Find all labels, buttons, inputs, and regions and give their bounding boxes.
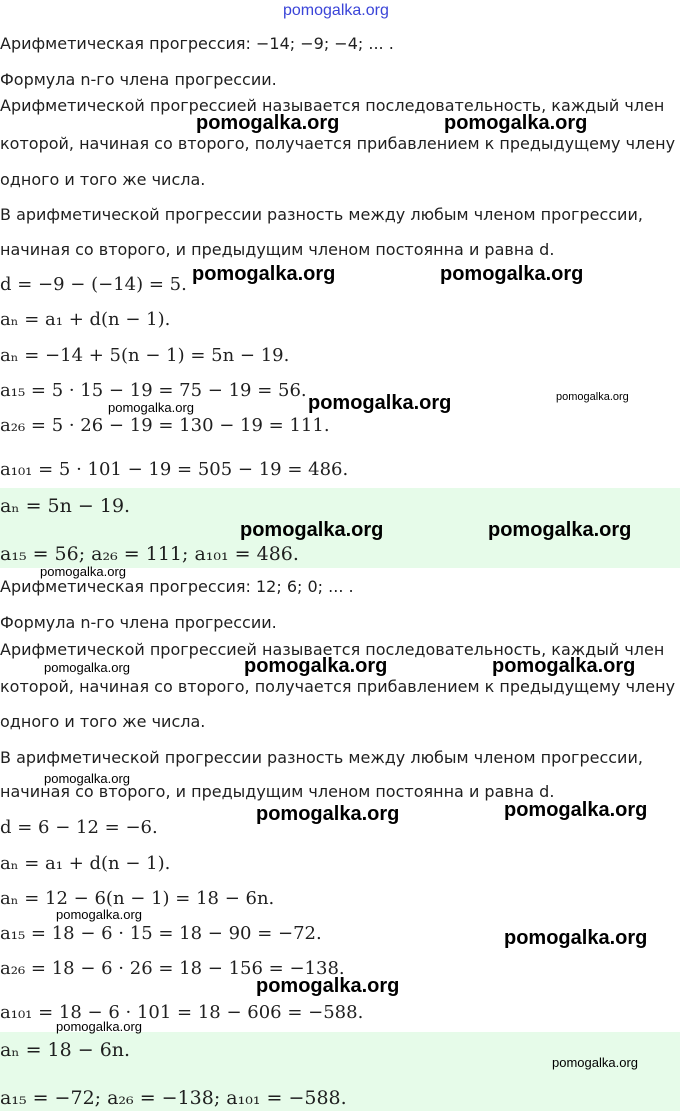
- answer-formula: aₙ = 5n − 19.: [0, 495, 131, 517]
- watermark-text: pomogalka.org: [192, 263, 336, 285]
- header-watermark-link[interactable]: pomogalka.org: [283, 2, 389, 19]
- general-term-formula: aₙ = a₁ + d(n − 1).: [0, 853, 171, 874]
- formula-heading: Формула n-го члена прогрессии.: [0, 70, 277, 89]
- term-15-calc: a₁₅ = 5 · 15 − 19 = 75 − 19 = 56.: [0, 380, 307, 401]
- term-101-calc: a₁₀₁ = 18 − 6 · 101 = 18 − 606 = −588.: [0, 1002, 364, 1023]
- watermark-text: pomogalka.org: [504, 927, 648, 949]
- watermark-text: pomogalka.org: [308, 392, 452, 414]
- watermark-text: pomogalka.org: [504, 799, 648, 821]
- watermark-text: pomogalka.org: [196, 112, 340, 134]
- watermark-text: pomogalka.org: [256, 975, 400, 997]
- watermark-text: pomogalka.org: [256, 803, 400, 825]
- definition-line: которой, начиная со второго, получается прибавлением к предыдущему члену: [0, 677, 676, 696]
- difference-text: начиная со второго, и предыдущим членом постоянна и равна d.: [0, 782, 555, 801]
- watermark-text: pomogalka.org: [444, 112, 588, 134]
- watermark-text: pomogalka.org: [552, 1055, 638, 1070]
- watermark-text: pomogalka.org: [108, 400, 194, 415]
- nth-term-formula: aₙ = −14 + 5(n − 1) = 5n − 19.: [0, 345, 290, 366]
- watermark-text: pomogalka.org: [488, 519, 632, 541]
- progression-statement: Арифметическая прогрессия: 12; 6; 0; ... .: [0, 577, 354, 596]
- watermark-text: pomogalka.org: [240, 519, 384, 541]
- term-15-calc: a₁₅ = 18 − 6 · 15 = 18 − 90 = −72.: [0, 923, 322, 944]
- watermark-text: pomogalka.org: [44, 660, 130, 675]
- progression-statement: Арифметическая прогрессия: −14; −9; −4; ... .: [0, 34, 394, 53]
- watermark-text: pomogalka.org: [44, 771, 130, 786]
- term-26-calc: a₂₆ = 5 · 26 − 19 = 130 − 19 = 111.: [0, 415, 330, 436]
- definition-line: Арифметической прогрессией называется последовательность, каждый член: [0, 96, 665, 115]
- difference-text: начиная со второго, и предыдущим членом постоянна и равна d.: [0, 240, 555, 259]
- definition-line: Арифметической прогрессией называется последовательность, каждый член: [0, 640, 665, 659]
- general-term-formula: aₙ = a₁ + d(n − 1).: [0, 309, 171, 330]
- term-26-calc: a₂₆ = 18 − 6 · 26 = 18 − 156 = −138.: [0, 958, 345, 979]
- nth-term-formula: aₙ = 12 − 6(n − 1) = 18 − 6n.: [0, 888, 275, 909]
- definition-line: которой, начиная со второго, получается прибавлением к предыдущему члену: [0, 134, 676, 153]
- difference-formula: d = −9 − (−14) = 5.: [0, 274, 187, 295]
- formula-heading: Формула n-го члена прогрессии.: [0, 613, 277, 632]
- watermark-text: pomogalka.org: [40, 564, 126, 579]
- difference-text: В арифметической прогрессии разность между любым членом прогрессии,: [0, 205, 643, 224]
- watermark-text: pomogalka.org: [440, 263, 584, 285]
- definition-line: одного и того же числа.: [0, 712, 206, 731]
- answer-formula: aₙ = 18 − 6n.: [0, 1039, 131, 1061]
- watermark-text: pomogalka.org: [556, 391, 629, 403]
- definition-line: одного и того же числа.: [0, 170, 206, 189]
- difference-text: В арифметической прогрессии разность между любым членом прогрессии,: [0, 748, 643, 767]
- difference-formula: d = 6 − 12 = −6.: [0, 817, 158, 838]
- watermark-text: pomogalka.org: [492, 655, 636, 677]
- watermark-text: pomogalka.org: [56, 907, 142, 922]
- term-101-calc: a₁₀₁ = 5 · 101 − 19 = 505 − 19 = 486.: [0, 459, 349, 480]
- answer-values: a₁₅ = 56; a₂₆ = 111; a₁₀₁ = 486.: [0, 543, 299, 565]
- watermark-text: pomogalka.org: [244, 655, 388, 677]
- answer-values: a₁₅ = −72; a₂₆ = −138; a₁₀₁ = −588.: [0, 1087, 347, 1109]
- watermark-text: pomogalka.org: [56, 1019, 142, 1034]
